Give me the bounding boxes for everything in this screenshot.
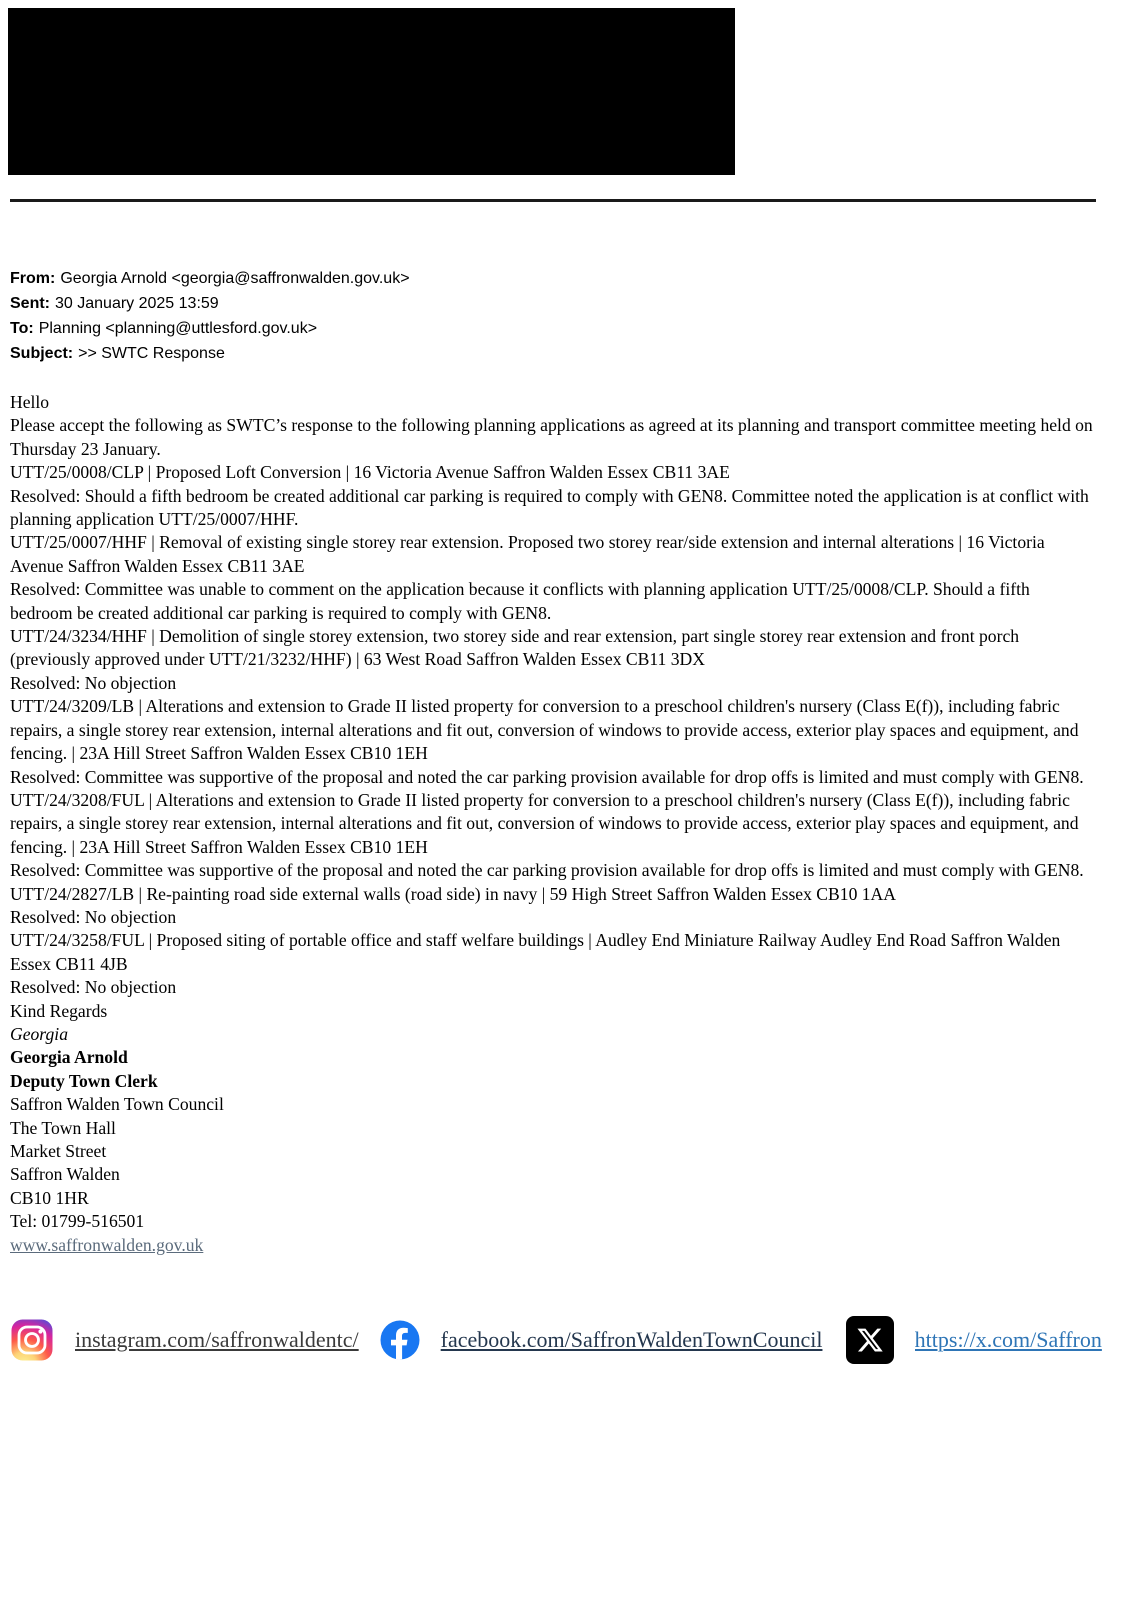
redacted-block — [8, 8, 735, 175]
sent-value: 30 January 2025 13:59 — [55, 295, 219, 312]
resolution-line: Resolved: No objection — [10, 906, 177, 927]
resolution-line: Resolved: Committee was supportive of the proposal and noted the car parking provision available for drop offs is limited and must comply with GEN8. — [10, 860, 1084, 881]
email-header-subject — [10, 341, 410, 366]
application-line: UTT/24/3208/FUL | Alterations and extension to Grade II listed property for conversion to a preschool children's nursery (Class E(f)), including fabric repairs, a single storey rear extension, internal alterations and fit out, conversion of windows to provide access, exterior play spaces and equipment, and fencing. | 23A Hill Street Saffron Walden Essex CB10 1EH — [10, 789, 1079, 857]
resolution-line: Resolved: Committee was unable to comment on the application because it conflicts with planning application UTT/25/0008/CLP. Should a fifth bedroom be created additional car parking is required to comply with GEN8. — [10, 579, 1030, 623]
facebook-link[interactable]: facebook.com/SaffronWaldenTownCouncil — [440, 1327, 823, 1352]
intro-text: Please accept the following as SWTC’s response to the following planning applications as agreed at its planning and transport committee meeting held on Thursday 23 January. — [10, 415, 1093, 459]
website-line — [10, 1234, 1095, 1257]
application-line: UTT/24/3209/LB | Alterations and extension to Grade II listed property for conversion to a preschool children's nursery (Class E(f)), including fabric repairs, a single storey rear extension, internal alterations and fit out, conversion of windows to provide access, exterior play spaces and equipment, and fencing. | 23A Hill Street Saffron Walden Essex CB10 1EH — [10, 696, 1079, 764]
x-icon[interactable] — [846, 1316, 894, 1370]
signature-title: Deputy Town Clerk — [10, 1070, 158, 1091]
signature-address-line: The Town Hall — [10, 1117, 116, 1138]
email-header-sent — [10, 291, 410, 316]
application-line: UTT/25/0007/HHF | Removal of existing single storey rear extension. Proposed two storey rear/side extension and internal alterations | 16 Victoria Avenue Saffron Walden Essex CB11 3AE — [10, 532, 1045, 576]
resolution-line: Resolved: No objection — [10, 672, 177, 693]
signature-address-line: Saffron Walden — [10, 1164, 120, 1185]
instagram-link[interactable]: instagram.com/saffronwaldentc/ — [75, 1327, 359, 1352]
application-line: UTT/24/3258/FUL | Proposed siting of portable office and staff welfare buildings | Audley End Miniature Railway Audley End Road Saffron Walden Essex CB11 4JB — [10, 930, 1061, 974]
greeting-text: Hello — [10, 392, 50, 412]
email-body — [10, 391, 1095, 1257]
from-label: From: — [10, 270, 56, 287]
from-value: Georgia Arnold <georgia@saffronwalden.gov.uk> — [60, 270, 410, 287]
to-label: To: — [10, 320, 34, 337]
email-header-to — [10, 316, 410, 341]
website-link[interactable]: www.saffronwalden.gov.uk — [10, 1234, 204, 1255]
closing-text: Kind Regards — [10, 1000, 108, 1021]
signature-first-name: Georgia — [10, 1023, 68, 1044]
subject-value: >> SWTC Response — [78, 345, 225, 362]
signature-org: Saffron Walden Town Council — [10, 1094, 224, 1115]
signature-name: Georgia Arnold — [10, 1047, 128, 1068]
header-divider — [10, 199, 1096, 202]
x-link[interactable]: https://x.com/Saffron — [914, 1327, 1102, 1352]
email-headers — [10, 266, 410, 366]
social-footer — [10, 1316, 1128, 1370]
sent-label: Sent: — [10, 295, 50, 312]
application-line: UTT/24/2827/LB | Re-painting road side external walls (road side) in navy | 59 High Street Saffron Walden Essex CB10 1AA — [10, 883, 896, 904]
resolution-line: Resolved: Should a fifth bedroom be created additional car parking is required to comply with GEN8. Committee noted the application is at conflict with planning application UTT/25/0007/HHF. — [10, 485, 1089, 530]
resolution-line: Resolved: Committee was supportive of the proposal and noted the car parking provision available for drop offs is limited and must comply with GEN8. — [10, 766, 1084, 787]
instagram-icon[interactable] — [10, 1318, 54, 1368]
facebook-icon[interactable] — [380, 1320, 420, 1366]
signature-postcode: CB10 1HR — [10, 1187, 89, 1208]
signature-address-line: Market Street — [10, 1141, 107, 1161]
signature-phone: Tel: 01799-516501 — [10, 1211, 145, 1232]
application-line: UTT/25/0008/CLP | Proposed Loft Conversion | 16 Victoria Avenue Saffron Walden Essex CB11 3AE — [10, 462, 730, 483]
application-line: UTT/24/3234/HHF | Demolition of single storey extension, two storey side and rear extension, part single storey rear extension and front porch (previously approved under UTT/21/3232/HHF) | 63 West Road Saffron Walden Essex CB11 3DX — [10, 626, 1020, 670]
to-value: Planning <planning@uttlesford.gov.uk> — [38, 320, 318, 337]
email-header-from — [10, 266, 410, 291]
subject-label: Subject: — [10, 345, 74, 362]
resolution-line: Resolved: No objection — [10, 977, 177, 998]
